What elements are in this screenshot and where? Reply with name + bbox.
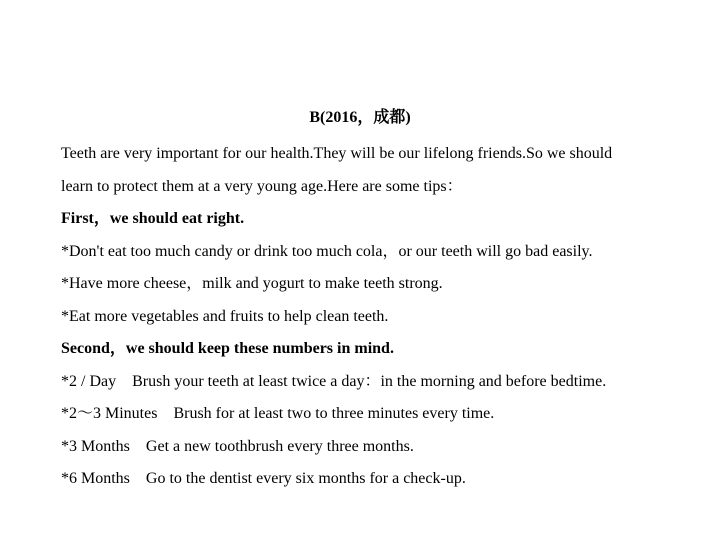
intro-line-2: learn to protect them at a very young age.Here are some tips：	[61, 177, 463, 195]
section1-title: First，we should eat right.	[61, 210, 245, 227]
tip-cheese: *Have more cheese，milk and yogurt to make teeth strong.	[61, 275, 443, 292]
number-item-text: Get a new toothbrush every three months.	[145, 437, 414, 455]
tip-vegetables: *Eat more vegetables and fruits to help clean teeth.	[61, 307, 389, 325]
section2-title: Second，we should keep these numbers in mind.	[61, 340, 394, 357]
number-item-label: *3 Months	[61, 437, 130, 455]
number-item	[61, 431, 701, 464]
section-heading: B(2016，成都)	[309, 109, 411, 126]
number-item	[61, 366, 701, 399]
number-item	[61, 463, 701, 496]
intro-line-1: Teeth are very important for our health.They will be our lifelong friends.So we should	[61, 145, 613, 162]
tip-candy: *Don't eat too much candy or drink too much cola，or our teeth will go bad easily.	[61, 242, 593, 260]
number-item-label: *2 / Day	[61, 372, 117, 390]
number-item-label: *2～3 Minutes	[61, 405, 158, 422]
number-item	[61, 398, 701, 431]
number-item-text: Brush for at least two to three minutes every time.	[173, 405, 495, 422]
number-item-text: Brush your teeth at least twice a day：in the morning and before bedtime.	[132, 372, 607, 390]
passage-body	[61, 138, 701, 496]
number-item-text: Go to the dentist every six months for a check-up.	[145, 470, 466, 487]
number-item-label: *6 Months	[61, 470, 130, 487]
